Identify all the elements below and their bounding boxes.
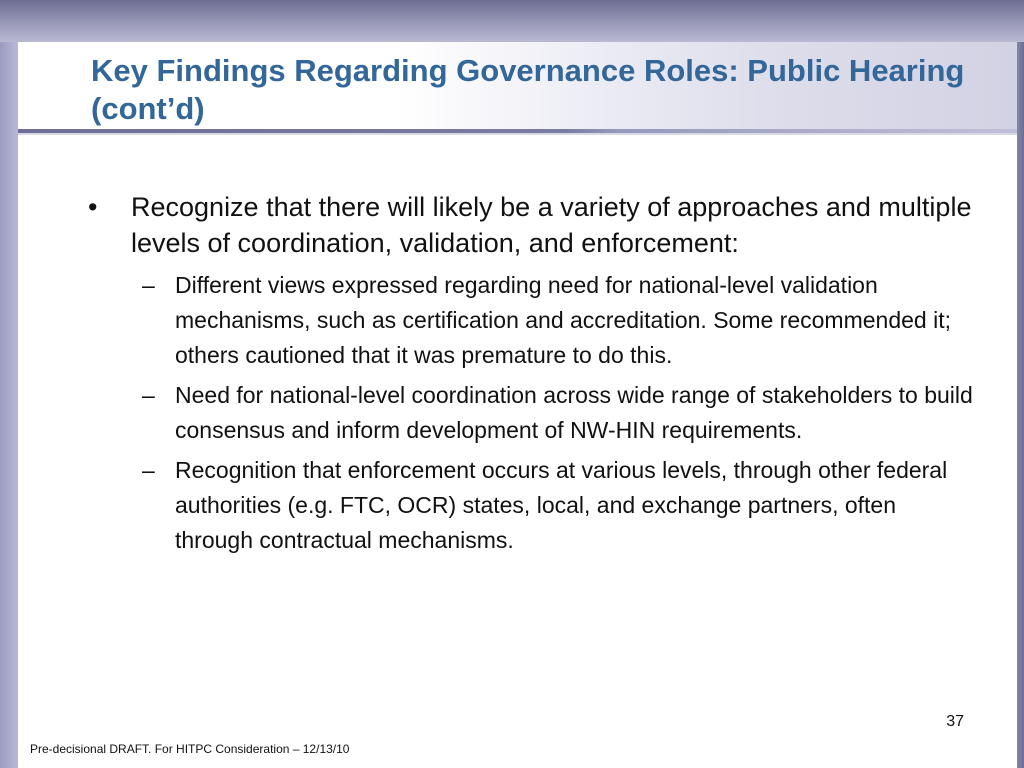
sub-bullet-text: Recognition that enforcement occurs at various levels, through other federal authorities (e.g. FTC, OCR) states, local, and exchange partners, often through contractual mechanisms. xyxy=(175,457,948,553)
sub-bullet-dash: – xyxy=(142,272,155,298)
sub-bullet xyxy=(88,453,978,558)
sub-bullet-dash: – xyxy=(142,457,155,483)
sub-bullet-dash: – xyxy=(142,382,155,408)
main-bullet-text: Recognize that there will likely be a variety of approaches and multiple levels of coordination, validation, and enforcement: xyxy=(131,192,972,258)
slide-content xyxy=(88,189,978,563)
sub-bullet xyxy=(88,378,978,448)
main-bullet xyxy=(88,189,978,261)
sub-bullet-text: Different views expressed regarding need for national-level validation mechanisms, such as certification and accreditation. Some recommended it; others cautioned that it was premature to do this. xyxy=(175,272,951,368)
page-number: 37 xyxy=(946,713,964,730)
right-decorative-bar xyxy=(1017,42,1024,768)
slide-title: Key Findings Regarding Governance Roles: Public Hearing (cont’d) xyxy=(91,53,965,126)
footer-note: Pre-decisional DRAFT. For HITPC Consideration – 12/13/10 xyxy=(30,742,350,756)
bullet-dot: • xyxy=(88,192,98,222)
sub-bullet xyxy=(88,268,978,373)
sub-bullet-list xyxy=(88,268,978,558)
left-decorative-bar xyxy=(0,42,18,768)
top-decorative-band xyxy=(0,0,1024,42)
sub-bullet-text: Need for national-level coordination across wide range of stakeholders to build consensus and inform development of NW-HIN requirements. xyxy=(175,382,973,443)
title-underline-highlight xyxy=(18,133,1017,135)
